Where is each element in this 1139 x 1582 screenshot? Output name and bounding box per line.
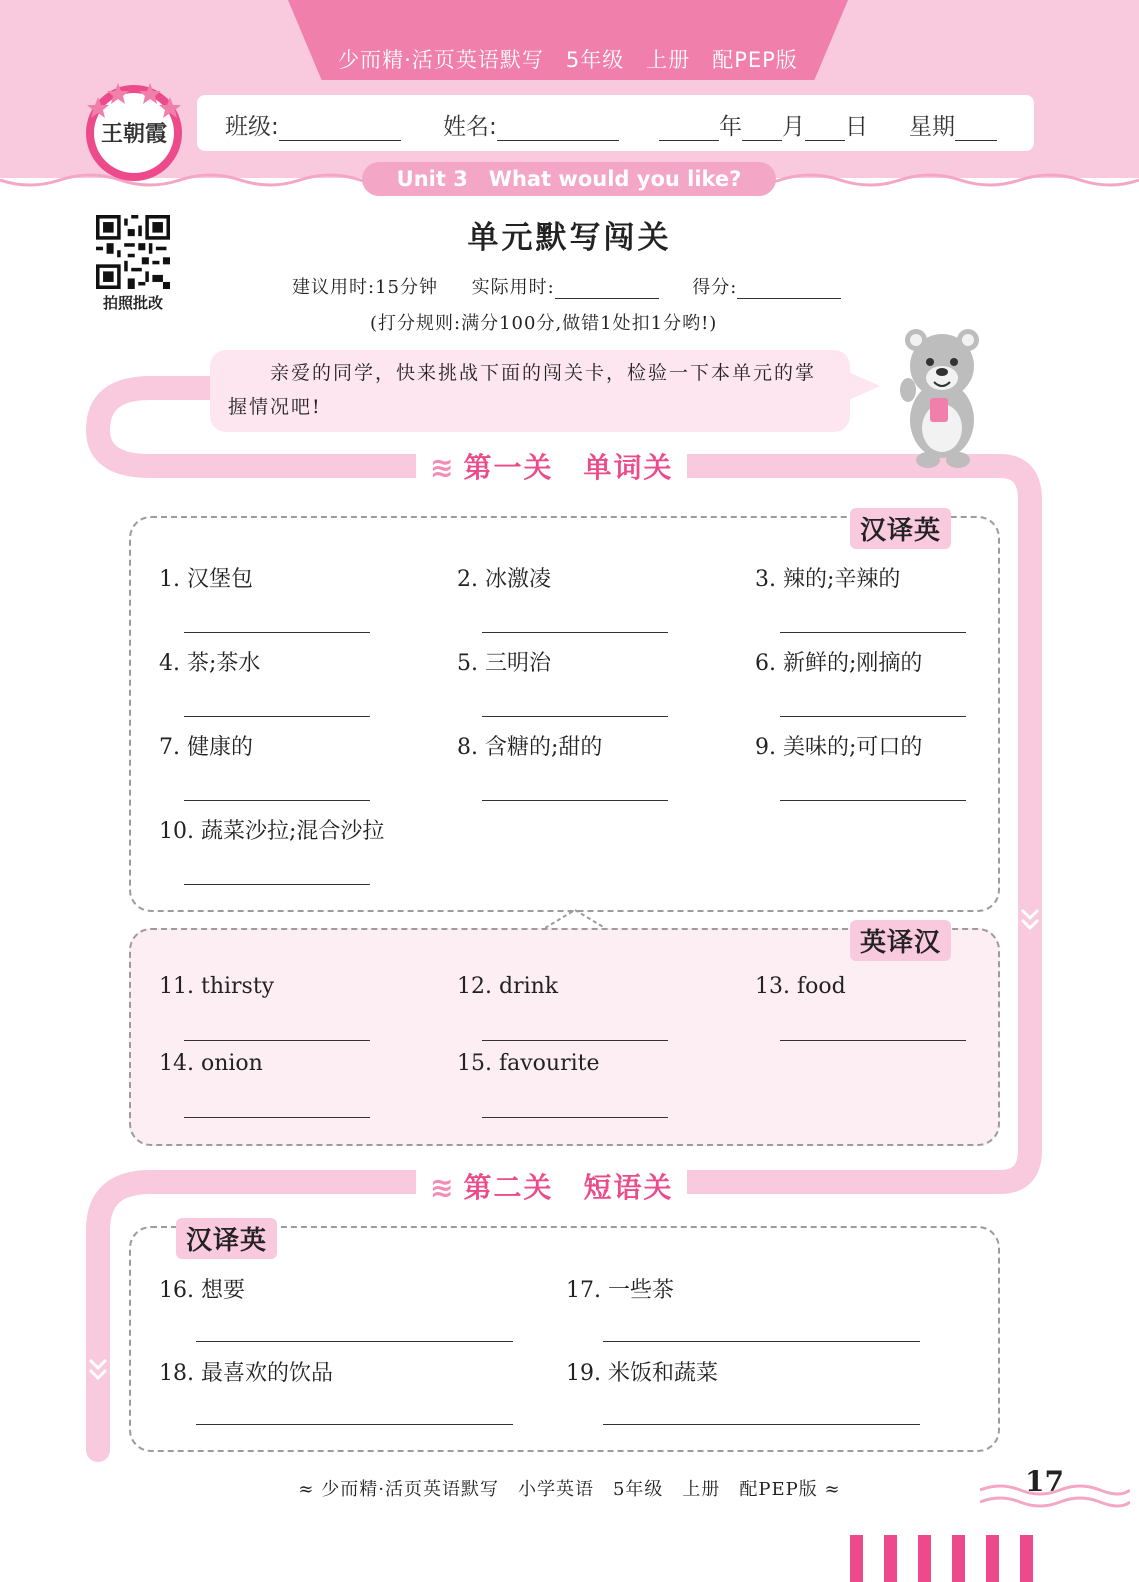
year-label: 年 — [719, 114, 742, 140]
answer-blank[interactable] — [184, 884, 370, 885]
class-field[interactable] — [225, 108, 401, 141]
answer-blank[interactable] — [482, 800, 668, 801]
footer — [0, 1475, 1139, 1501]
level2-title: 第二关 短语关 — [463, 1171, 674, 1204]
footer-text: 少而精·活页英语默写 小学英语 5年级 上册 配PEP版 — [321, 1479, 818, 1500]
answer-blank[interactable] — [184, 632, 370, 633]
unit-title: Unit 3 What would you like? — [362, 162, 776, 196]
wave-icon: ≋ — [430, 451, 456, 484]
answer-blank[interactable] — [196, 1424, 513, 1425]
list-item: 2. 冰激凌 — [457, 567, 551, 592]
page-number-waves — [980, 1480, 1130, 1516]
answer-blank[interactable] — [603, 1424, 920, 1425]
date-field[interactable] — [659, 108, 868, 141]
list-item: 15. favourite — [457, 1051, 600, 1076]
answer-blank[interactable] — [482, 1040, 668, 1041]
list-item: 3. 辣的;辛辣的 — [755, 567, 901, 592]
weekday-field[interactable] — [909, 108, 997, 141]
answer-blank[interactable] — [780, 800, 966, 801]
answer-blank[interactable] — [482, 1117, 668, 1118]
list-item: 4. 茶;茶水 — [159, 651, 261, 676]
wave-icon: ≈ — [817, 1479, 841, 1500]
answer-blank[interactable] — [780, 1040, 966, 1041]
name-field[interactable] — [443, 108, 619, 141]
class-label: 班级: — [225, 114, 279, 140]
student-info-bar — [197, 95, 1034, 151]
month-label: 月 — [782, 114, 805, 140]
connector-notch — [545, 908, 605, 942]
section-tag-cn-en: 汉译英 — [850, 508, 951, 549]
list-item: 12. drink — [457, 974, 559, 999]
scoring-rule: (打分规则:满分100分,做错1处扣1分哟!) — [370, 313, 718, 334]
suggested-time: 建议用时:15分钟 — [292, 277, 438, 298]
decor-stripe — [952, 1535, 965, 1582]
series-title: 少而精·活页英语默写 5年级 上册 配PEP版 — [338, 48, 798, 72]
answer-blank[interactable] — [184, 716, 370, 717]
page-number: 17 — [1025, 1465, 1064, 1498]
decor-stripe — [918, 1535, 931, 1582]
list-item: 13. food — [755, 974, 846, 999]
qr-caption: 拍照批改 — [102, 294, 163, 312]
time-score-line — [292, 273, 841, 299]
page-title: 单元默写闯关 — [467, 220, 672, 256]
intro-text: 亲爱的同学，快来挑战下面的闯关卡，检验一下本单元的掌握情况吧! — [228, 362, 817, 418]
section-tag-cn-en: 汉译英 — [176, 1218, 277, 1259]
list-item: 1. 汉堡包 — [159, 567, 253, 592]
wave-icon: ≈ — [298, 1479, 322, 1500]
level2-section-a — [129, 1226, 1000, 1452]
answer-blank[interactable] — [482, 716, 668, 717]
day-label: 日 — [845, 114, 868, 140]
intro-bubble — [210, 350, 850, 432]
list-item: 14. onion — [159, 1051, 263, 1076]
list-item: 5. 三明治 — [457, 651, 551, 676]
answer-blank[interactable] — [184, 800, 370, 801]
score-blank[interactable] — [737, 280, 841, 299]
list-item: 9. 美味的;可口的 — [755, 735, 923, 760]
list-item: 8. 含糖的;甜的 — [457, 735, 603, 760]
answer-blank[interactable] — [184, 1117, 370, 1118]
brand-logo — [80, 75, 188, 183]
weekday-label: 星期 — [909, 114, 955, 140]
list-item: 19. 米饭和蔬菜 — [566, 1361, 718, 1386]
list-item: 17. 一些茶 — [566, 1278, 674, 1303]
decor-stripe — [986, 1535, 999, 1582]
level1-title: 第一关 单词关 — [463, 451, 674, 484]
logo-text: 王朝霞 — [100, 121, 168, 147]
list-item: 7. 健康的 — [159, 735, 253, 760]
decor-stripe — [850, 1535, 863, 1582]
decor-stripe — [1020, 1535, 1033, 1582]
wave-icon: ≋ — [430, 1171, 456, 1204]
answer-blank[interactable] — [780, 716, 966, 717]
score-label: 得分: — [692, 277, 738, 298]
answer-blank[interactable] — [482, 632, 668, 633]
level2-heading — [416, 1166, 687, 1206]
section-tag-en-cn: 英译汉 — [850, 920, 951, 961]
bubble-tail — [840, 368, 880, 404]
answer-blank[interactable] — [780, 632, 966, 633]
actual-time-blank[interactable] — [555, 280, 659, 299]
answer-blank[interactable] — [196, 1341, 513, 1342]
actual-time-label: 实际用时: — [471, 277, 555, 298]
decor-stripe — [884, 1535, 897, 1582]
list-item: 6. 新鲜的;刚摘的 — [755, 651, 923, 676]
name-label: 姓名: — [443, 114, 497, 140]
list-item: 10. 蔬菜沙拉;混合沙拉 — [159, 819, 385, 844]
answer-blank[interactable] — [603, 1341, 920, 1342]
answer-blank[interactable] — [184, 1040, 370, 1041]
list-item: 16. 想要 — [159, 1278, 245, 1303]
list-item: 11. thirsty — [159, 974, 275, 999]
list-item: 18. 最喜欢的饮品 — [159, 1361, 333, 1386]
level1-heading — [416, 446, 687, 486]
bear-mascot — [886, 320, 998, 472]
